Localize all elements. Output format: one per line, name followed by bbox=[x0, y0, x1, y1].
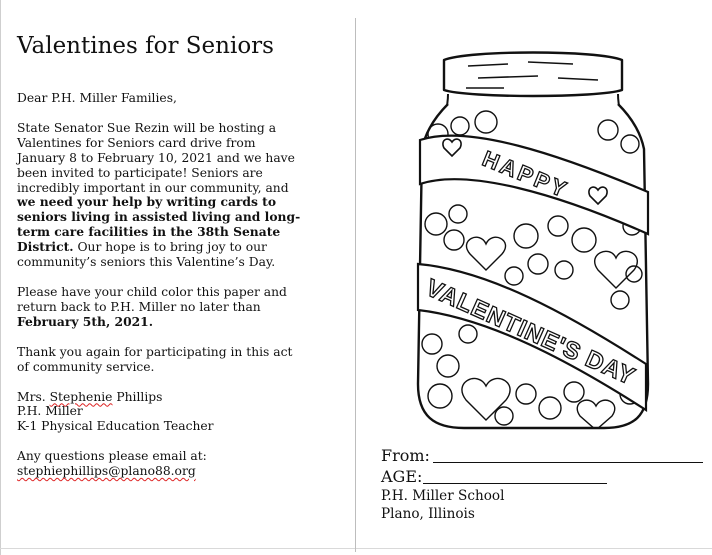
greeting: Dear P.H. Miller Families, bbox=[17, 91, 177, 105]
text-line: community’s seniors this Valentine’s Day. bbox=[17, 255, 276, 270]
letter-column bbox=[17, 30, 347, 479]
text-line: January 8 to February 10, 2021 and we have bbox=[17, 150, 295, 165]
page-title: Valentines for Seniors bbox=[17, 33, 274, 59]
bold-text-line: term care facilities in the 38th Senate bbox=[17, 224, 281, 240]
school-location: Plano, Illinois bbox=[381, 506, 475, 522]
contact-email: stephiephillips@plano88.org bbox=[17, 464, 196, 479]
text: Our hope is to bring joy to our bbox=[73, 240, 267, 255]
banner-top-text: HAPPY bbox=[479, 145, 573, 204]
text-line: return back to P.H. Miller no later than bbox=[17, 299, 261, 314]
signature-name: Mrs. Stephenie Phillips bbox=[17, 389, 163, 404]
paragraph-thanks bbox=[17, 345, 347, 375]
jar-illustration bbox=[408, 44, 658, 434]
text-line: Valentines for Seniors card drive from bbox=[17, 135, 256, 150]
spellcheck-word: Stephenie bbox=[49, 389, 113, 404]
text-line: Please have your child color this paper and bbox=[17, 284, 287, 299]
paragraph-invitation bbox=[17, 121, 347, 270]
paragraph-instructions bbox=[17, 285, 347, 330]
signature-block bbox=[17, 390, 347, 435]
card-form bbox=[381, 446, 711, 523]
jar-lid bbox=[444, 53, 622, 97]
from-label: From: bbox=[381, 446, 430, 465]
bold-text: District. bbox=[17, 239, 74, 255]
school-name: P.H. Miller School bbox=[381, 488, 505, 504]
page-edge-bottom bbox=[0, 548, 712, 549]
text-line: incredibly important in our community, and bbox=[17, 180, 289, 195]
from-row bbox=[381, 446, 711, 465]
age-line[interactable] bbox=[423, 483, 607, 484]
signature-role: K-1 Physical Education Teacher bbox=[17, 419, 214, 434]
banner-bottom-text: VALENTINE'S DAY bbox=[421, 274, 640, 391]
age-label: AGE: bbox=[381, 467, 423, 486]
fold-divider bbox=[355, 18, 356, 552]
from-line[interactable] bbox=[433, 462, 703, 463]
bold-text-line: seniors living in assisted living and long- bbox=[17, 209, 301, 225]
text-line: been invited to participate! Seniors are bbox=[17, 165, 263, 180]
text-line-mixed bbox=[17, 240, 347, 255]
age-row bbox=[381, 467, 711, 486]
text-line: of community service. bbox=[17, 359, 155, 374]
text-line: Thank you again for participating in this act bbox=[17, 344, 293, 359]
deadline-date: February 5th, 2021. bbox=[17, 313, 154, 329]
text-line: State Senator Sue Rezin will be hosting a bbox=[17, 120, 277, 135]
contact-label: Any questions please email at: bbox=[17, 449, 207, 464]
contact-block bbox=[17, 449, 347, 479]
signature-school: P.H. Miller bbox=[17, 404, 83, 419]
bold-text-line: we need your help by writing cards to bbox=[17, 194, 277, 210]
page-edge bbox=[0, 0, 1, 555]
